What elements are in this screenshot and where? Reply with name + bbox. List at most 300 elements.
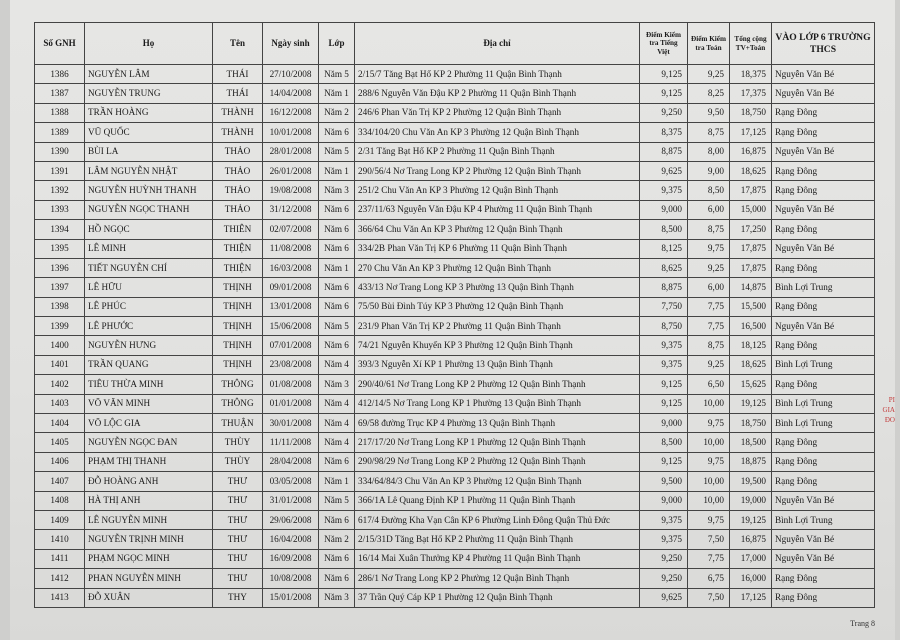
cell-lop: Năm 2	[319, 103, 355, 122]
cell-truong: Nguyễn Văn Bé	[772, 142, 875, 161]
header-lop: Lớp	[319, 23, 355, 65]
cell-dia-chi: 37 Trần Quý Cáp KP 1 Phường 12 Quận Bình Thạnh	[355, 588, 640, 607]
cell-ten: THIỆN	[213, 258, 263, 277]
cell-tong-cong: 16,000	[730, 569, 772, 588]
cell-diem-toan: 8,25	[688, 84, 730, 103]
cell-ho: LÂM NGUYỄN NHẬT	[85, 161, 213, 180]
cell-tong-cong: 18,375	[730, 65, 772, 84]
cell-dia-chi: 270 Chu Văn An KP 3 Phường 12 Quận Bình Thạnh	[355, 258, 640, 277]
cell-tong-cong: 19,125	[730, 510, 772, 529]
cell-diem-tv: 9,375	[640, 510, 688, 529]
cell-diem-tv: 9,500	[640, 472, 688, 491]
cell-diem-toan: 8,75	[688, 123, 730, 142]
cell-truong: Rạng Đông	[772, 569, 875, 588]
cell-tong-cong: 16,500	[730, 317, 772, 336]
cell-truong: Rạng Đông	[772, 258, 875, 277]
cell-ten: THƯ	[213, 569, 263, 588]
cell-so-gnh: 1399	[35, 317, 85, 336]
cell-ten: THIỆN	[213, 239, 263, 258]
cell-diem-tv: 9,000	[640, 200, 688, 219]
cell-ngay-sinh: 01/01/2008	[263, 394, 319, 413]
cell-lop: Năm 5	[319, 491, 355, 510]
cell-ten: THÁI	[213, 84, 263, 103]
cell-truong: Nguyễn Văn Bé	[772, 239, 875, 258]
cell-so-gnh: 1387	[35, 84, 85, 103]
cell-ho: LÊ PHƯỚC	[85, 317, 213, 336]
cell-ngay-sinh: 02/07/2008	[263, 220, 319, 239]
table-row	[35, 414, 875, 433]
cell-ngay-sinh: 03/05/2008	[263, 472, 319, 491]
cell-so-gnh: 1392	[35, 181, 85, 200]
cell-ho: VÕ VĂN MINH	[85, 394, 213, 413]
cell-diem-tv: 8,125	[640, 239, 688, 258]
header-diem-tv: Điểm Kiểm tra Tiếng Việt	[640, 23, 688, 65]
cell-dia-chi: 290/40/61 Nơ Trang Long KP 2 Phường 12 Quận Bình Thạnh	[355, 375, 640, 394]
cell-diem-toan: 9,75	[688, 239, 730, 258]
cell-dia-chi: 412/14/5 Nơ Trang Long KP 1 Phường 13 Quận Bình Thạnh	[355, 394, 640, 413]
cell-ho: LÊ PHÚC	[85, 297, 213, 316]
cell-tong-cong: 15,625	[730, 375, 772, 394]
cell-diem-toan: 10,00	[688, 491, 730, 510]
cell-ngay-sinh: 28/01/2008	[263, 142, 319, 161]
cell-lop: Năm 5	[319, 317, 355, 336]
cell-tong-cong: 19,125	[730, 394, 772, 413]
table-row	[35, 394, 875, 413]
cell-tong-cong: 18,625	[730, 355, 772, 374]
cell-ho: HỒ NGỌC	[85, 220, 213, 239]
cell-tong-cong: 18,750	[730, 414, 772, 433]
cell-diem-toan: 7,75	[688, 317, 730, 336]
cell-so-gnh: 1386	[35, 65, 85, 84]
cell-ten: THUẬN	[213, 414, 263, 433]
cell-so-gnh: 1404	[35, 414, 85, 433]
cell-ngay-sinh: 11/08/2008	[263, 239, 319, 258]
cell-ngay-sinh: 27/10/2008	[263, 65, 319, 84]
cell-truong: Bình Lợi Trung	[772, 510, 875, 529]
cell-ngay-sinh: 14/04/2008	[263, 84, 319, 103]
cell-tong-cong: 18,500	[730, 433, 772, 452]
cell-ngay-sinh: 10/01/2008	[263, 123, 319, 142]
cell-truong: Nguyễn Văn Bé	[772, 200, 875, 219]
cell-diem-toan: 7,50	[688, 530, 730, 549]
cell-diem-toan: 7,75	[688, 549, 730, 568]
cell-diem-tv: 8,500	[640, 220, 688, 239]
cell-ho: TRẦN HOÀNG	[85, 103, 213, 122]
table-row	[35, 510, 875, 529]
cell-tong-cong: 19,500	[730, 472, 772, 491]
cell-ngay-sinh: 07/01/2008	[263, 336, 319, 355]
header-ngay-sinh: Ngày sinh	[263, 23, 319, 65]
cell-ngay-sinh: 16/09/2008	[263, 549, 319, 568]
cell-ho: NGUYỄN NGỌC ĐAN	[85, 433, 213, 452]
table-row	[35, 355, 875, 374]
table-row	[35, 588, 875, 607]
cell-diem-toan: 7,50	[688, 588, 730, 607]
table-row	[35, 123, 875, 142]
cell-dia-chi: 617/4 Đường Kha Vạn Cân KP 6 Phường Linh Đông Quận Thủ Đức	[355, 510, 640, 529]
cell-ten: THÙY	[213, 452, 263, 471]
cell-ten: THƯ	[213, 530, 263, 549]
cell-diem-toan: 6,00	[688, 278, 730, 297]
cell-diem-tv: 9,125	[640, 394, 688, 413]
cell-ho: NGUYỄN LÂM	[85, 65, 213, 84]
cell-dia-chi: 251/2 Chu Văn An KP 3 Phường 12 Quận Bình Thạnh	[355, 181, 640, 200]
table-row	[35, 103, 875, 122]
cell-ngay-sinh: 23/08/2008	[263, 355, 319, 374]
cell-ten: THÔNG	[213, 394, 263, 413]
header-vao-lop: VÀO LỚP 6 TRƯỜNG THCS	[772, 23, 875, 65]
cell-tong-cong: 18,125	[730, 336, 772, 355]
cell-so-gnh: 1388	[35, 103, 85, 122]
cell-so-gnh: 1405	[35, 433, 85, 452]
cell-so-gnh: 1400	[35, 336, 85, 355]
cell-so-gnh: 1389	[35, 123, 85, 142]
cell-ngay-sinh: 19/08/2008	[263, 181, 319, 200]
cell-diem-tv: 9,250	[640, 569, 688, 588]
cell-diem-tv: 9,375	[640, 336, 688, 355]
table-row	[35, 258, 875, 277]
header-dia-chi: Địa chỉ	[355, 23, 640, 65]
cell-ten: THỊNH	[213, 278, 263, 297]
cell-lop: Năm 5	[319, 142, 355, 161]
cell-diem-toan: 9,75	[688, 452, 730, 471]
table-row	[35, 569, 875, 588]
header-so-gnh: Số GNH	[35, 23, 85, 65]
cell-ten: THY	[213, 588, 263, 607]
cell-tong-cong: 15,500	[730, 297, 772, 316]
cell-ho: PHẠM NGỌC MINH	[85, 549, 213, 568]
cell-ngay-sinh: 16/03/2008	[263, 258, 319, 277]
cell-diem-toan: 9,25	[688, 65, 730, 84]
cell-so-gnh: 1401	[35, 355, 85, 374]
cell-ngay-sinh: 31/01/2008	[263, 491, 319, 510]
cell-lop: Năm 3	[319, 588, 355, 607]
cell-ho: LÊ MINH	[85, 239, 213, 258]
red-stamp-fragment: PI GIA ĐO	[882, 396, 895, 424]
cell-lop: Năm 6	[319, 239, 355, 258]
cell-so-gnh: 1398	[35, 297, 85, 316]
cell-ngay-sinh: 15/01/2008	[263, 588, 319, 607]
cell-dia-chi: 393/3 Nguyễn Xí KP 1 Phường 13 Quận Bình Thạnh	[355, 355, 640, 374]
cell-truong: Rạng Đông	[772, 375, 875, 394]
cell-ten: THẢO	[213, 200, 263, 219]
cell-tong-cong: 19,000	[730, 491, 772, 510]
table-header	[35, 23, 875, 65]
table-row	[35, 549, 875, 568]
cell-tong-cong: 17,875	[730, 239, 772, 258]
cell-truong: Nguyễn Văn Bé	[772, 317, 875, 336]
cell-ten: THÀNH	[213, 103, 263, 122]
table-row	[35, 200, 875, 219]
cell-ten: THẢO	[213, 161, 263, 180]
cell-tong-cong: 17,375	[730, 84, 772, 103]
table-row	[35, 472, 875, 491]
cell-ho: NGUYỄN TRỊNH MINH	[85, 530, 213, 549]
table-row	[35, 65, 875, 84]
cell-so-gnh: 1395	[35, 239, 85, 258]
cell-diem-tv: 9,250	[640, 103, 688, 122]
cell-ten: THIÊN	[213, 220, 263, 239]
cell-ho: NGUYỄN HƯNG	[85, 336, 213, 355]
cell-tong-cong: 16,875	[730, 142, 772, 161]
cell-lop: Năm 4	[319, 394, 355, 413]
cell-truong: Nguyễn Văn Bé	[772, 84, 875, 103]
cell-diem-tv: 9,000	[640, 414, 688, 433]
cell-truong: Nguyễn Văn Bé	[772, 549, 875, 568]
cell-diem-tv: 9,250	[640, 549, 688, 568]
cell-dia-chi: 217/17/20 Nơ Trang Long KP 1 Phường 12 Quận Bình Thạnh	[355, 433, 640, 452]
cell-diem-tv: 8,500	[640, 433, 688, 452]
document-page	[10, 0, 895, 640]
cell-lop: Năm 6	[319, 336, 355, 355]
cell-ngay-sinh: 15/06/2008	[263, 317, 319, 336]
header-ho: Họ	[85, 23, 213, 65]
cell-ho: ĐỖ HOÀNG ANH	[85, 472, 213, 491]
cell-diem-tv: 9,625	[640, 161, 688, 180]
cell-tong-cong: 18,750	[730, 103, 772, 122]
cell-dia-chi: 290/98/29 Nơ Trang Long KP 2 Phường 12 Quận Bình Thạnh	[355, 452, 640, 471]
cell-ngay-sinh: 28/04/2008	[263, 452, 319, 471]
header-ten: Tên	[213, 23, 263, 65]
cell-diem-tv: 9,625	[640, 588, 688, 607]
cell-so-gnh: 1394	[35, 220, 85, 239]
cell-diem-toan: 8,00	[688, 142, 730, 161]
header-tong-cong: Tổng cộng TV+Toán	[730, 23, 772, 65]
cell-ten: THÙY	[213, 433, 263, 452]
cell-lop: Năm 6	[319, 569, 355, 588]
cell-diem-tv: 9,125	[640, 375, 688, 394]
cell-truong: Rạng Đông	[772, 336, 875, 355]
cell-ho: VÕ LỘC GIA	[85, 414, 213, 433]
cell-diem-tv: 9,375	[640, 530, 688, 549]
cell-ho: NGUYỄN TRUNG	[85, 84, 213, 103]
cell-tong-cong: 15,000	[730, 200, 772, 219]
cell-ngay-sinh: 13/01/2008	[263, 297, 319, 316]
cell-ten: THƯ	[213, 472, 263, 491]
cell-truong: Rạng Đông	[772, 161, 875, 180]
cell-truong: Rạng Đông	[772, 123, 875, 142]
cell-diem-tv: 7,750	[640, 297, 688, 316]
cell-dia-chi: 75/50 Bùi Đình Túy KP 3 Phường 12 Quận Bình Thạnh	[355, 297, 640, 316]
cell-truong: Rạng Đông	[772, 472, 875, 491]
cell-diem-tv: 8,750	[640, 317, 688, 336]
cell-tong-cong: 17,125	[730, 588, 772, 607]
cell-ten: THỊNH	[213, 355, 263, 374]
table-row	[35, 181, 875, 200]
page-number: Trang 8	[850, 619, 875, 628]
table-body	[35, 65, 875, 608]
cell-ngay-sinh: 01/08/2008	[263, 375, 319, 394]
cell-ngay-sinh: 30/01/2008	[263, 414, 319, 433]
cell-lop: Năm 3	[319, 375, 355, 394]
table-row	[35, 375, 875, 394]
cell-dia-chi: 2/15/31D Tăng Bạt Hổ KP 2 Phường 11 Quận Bình Thạnh	[355, 530, 640, 549]
cell-truong: Bình Lợi Trung	[772, 355, 875, 374]
table-row	[35, 220, 875, 239]
cell-tong-cong: 18,875	[730, 452, 772, 471]
table-row	[35, 142, 875, 161]
cell-diem-toan: 10,00	[688, 472, 730, 491]
cell-dia-chi: 433/13 Nơ Trang Long KP 3 Phường 13 Quận Bình Thạnh	[355, 278, 640, 297]
cell-ngay-sinh: 31/12/2008	[263, 200, 319, 219]
cell-ho: VŨ QUỐC	[85, 123, 213, 142]
cell-dia-chi: 246/6 Phan Văn Trị KP 2 Phường 12 Quận Bình Thạnh	[355, 103, 640, 122]
cell-lop: Năm 6	[319, 452, 355, 471]
cell-dia-chi: 366/64 Chu Văn An KP 3 Phường 12 Quận Bình Thạnh	[355, 220, 640, 239]
cell-truong: Rạng Đông	[772, 103, 875, 122]
cell-ten: THỊNH	[213, 297, 263, 316]
table-row	[35, 84, 875, 103]
table-row	[35, 297, 875, 316]
cell-dia-chi: 288/6 Nguyễn Văn Đậu KP 2 Phường 11 Quận Bình Thạnh	[355, 84, 640, 103]
cell-ngay-sinh: 26/01/2008	[263, 161, 319, 180]
cell-so-gnh: 1406	[35, 452, 85, 471]
cell-ho: LÊ HỮU	[85, 278, 213, 297]
cell-truong: Rạng Đông	[772, 452, 875, 471]
cell-ten: THÔNG	[213, 375, 263, 394]
cell-diem-toan: 9,25	[688, 355, 730, 374]
cell-lop: Năm 6	[319, 549, 355, 568]
cell-dia-chi: 16/14 Mai Xuân Thưởng KP 4 Phường 11 Quận Bình Thạnh	[355, 549, 640, 568]
table-row	[35, 161, 875, 180]
cell-truong: Nguyễn Văn Bé	[772, 530, 875, 549]
cell-truong: Rạng Đông	[772, 588, 875, 607]
cell-dia-chi: 366/1A Lê Quang Định KP 1 Phường 11 Quận Bình Thạnh	[355, 491, 640, 510]
cell-dia-chi: 74/21 Nguyễn Khuyến KP 3 Phường 12 Quận Bình Thạnh	[355, 336, 640, 355]
cell-truong: Rạng Đông	[772, 297, 875, 316]
cell-lop: Năm 6	[319, 220, 355, 239]
cell-tong-cong: 17,000	[730, 549, 772, 568]
cell-lop: Năm 6	[319, 297, 355, 316]
cell-ho: PHẠM THỊ THANH	[85, 452, 213, 471]
cell-diem-toan: 6,50	[688, 375, 730, 394]
table-row	[35, 336, 875, 355]
cell-diem-toan: 8,75	[688, 220, 730, 239]
cell-diem-tv: 9,375	[640, 355, 688, 374]
cell-lop: Năm 4	[319, 355, 355, 374]
cell-lop: Năm 6	[319, 123, 355, 142]
cell-ten: THỊNH	[213, 336, 263, 355]
cell-ho: TIÊU THỪA MINH	[85, 375, 213, 394]
cell-diem-tv: 9,125	[640, 84, 688, 103]
cell-ten: THẢO	[213, 142, 263, 161]
header-diem-toan: Điểm Kiểm tra Toán	[688, 23, 730, 65]
cell-so-gnh: 1411	[35, 549, 85, 568]
table-row	[35, 452, 875, 471]
cell-so-gnh: 1390	[35, 142, 85, 161]
cell-truong: Rạng Đông	[772, 433, 875, 452]
cell-dia-chi: 334/64/84/3 Chu Văn An KP 3 Phường 12 Quận Bình Thạnh	[355, 472, 640, 491]
cell-dia-chi: 69/58 đường Trục KP 4 Phường 13 Quận Bình Thạnh	[355, 414, 640, 433]
cell-so-gnh: 1391	[35, 161, 85, 180]
cell-dia-chi: 237/11/63 Nguyễn Văn Đậu KP 4 Phường 11 Quận Bình Thạnh	[355, 200, 640, 219]
cell-dia-chi: 334/2B Phan Văn Trị KP 6 Phường 11 Quận Bình Thạnh	[355, 239, 640, 258]
cell-so-gnh: 1409	[35, 510, 85, 529]
cell-truong: Bình Lợi Trung	[772, 278, 875, 297]
cell-ho: TIẾT NGUYỄN CHÍ	[85, 258, 213, 277]
cell-so-gnh: 1396	[35, 258, 85, 277]
cell-dia-chi: 2/31 Tăng Bạt Hổ KP 2 Phường 11 Quận Bình Thạnh	[355, 142, 640, 161]
cell-ngay-sinh: 10/08/2008	[263, 569, 319, 588]
table-row	[35, 239, 875, 258]
cell-ho: NGUYỄN NGỌC THANH	[85, 200, 213, 219]
cell-truong: Rạng Đông	[772, 181, 875, 200]
cell-diem-toan: 9,75	[688, 414, 730, 433]
cell-lop: Năm 6	[319, 200, 355, 219]
table-row	[35, 278, 875, 297]
cell-ho: BÙI LA	[85, 142, 213, 161]
cell-ho: NGUYỄN HUỲNH THANH	[85, 181, 213, 200]
cell-so-gnh: 1397	[35, 278, 85, 297]
cell-ngay-sinh: 29/06/2008	[263, 510, 319, 529]
cell-ten: THẢO	[213, 181, 263, 200]
cell-so-gnh: 1408	[35, 491, 85, 510]
cell-ten: THÀNH	[213, 123, 263, 142]
table-row	[35, 317, 875, 336]
cell-lop: Năm 1	[319, 258, 355, 277]
cell-diem-toan: 7,75	[688, 297, 730, 316]
cell-ho: PHAN NGUYỄN MINH	[85, 569, 213, 588]
cell-diem-toan: 9,25	[688, 258, 730, 277]
table-row	[35, 491, 875, 510]
cell-diem-toan: 6,00	[688, 200, 730, 219]
cell-ho: ĐỖ XUÂN	[85, 588, 213, 607]
cell-dia-chi: 2/15/7 Tăng Bạt Hổ KP 2 Phường 11 Quận Bình Thạnh	[355, 65, 640, 84]
cell-so-gnh: 1402	[35, 375, 85, 394]
cell-lop: Năm 4	[319, 433, 355, 452]
cell-diem-toan: 9,50	[688, 103, 730, 122]
cell-diem-toan: 9,00	[688, 161, 730, 180]
table-row	[35, 530, 875, 549]
cell-lop: Năm 1	[319, 84, 355, 103]
cell-ten: THÁI	[213, 65, 263, 84]
cell-diem-tv: 8,875	[640, 278, 688, 297]
cell-dia-chi: 290/56/4 Nơ Trang Long KP 2 Phường 12 Quận Bình Thạnh	[355, 161, 640, 180]
cell-diem-tv: 9,125	[640, 452, 688, 471]
cell-lop: Năm 4	[319, 414, 355, 433]
cell-so-gnh: 1407	[35, 472, 85, 491]
cell-ten: THƯ	[213, 510, 263, 529]
cell-ho: HÀ THỊ ANH	[85, 491, 213, 510]
cell-diem-toan: 6,75	[688, 569, 730, 588]
cell-tong-cong: 17,875	[730, 181, 772, 200]
cell-diem-tv: 8,875	[640, 142, 688, 161]
cell-truong: Nguyễn Văn Bé	[772, 65, 875, 84]
cell-lop: Năm 6	[319, 510, 355, 529]
cell-lop: Năm 1	[319, 161, 355, 180]
cell-diem-tv: 9,125	[640, 65, 688, 84]
cell-lop: Năm 5	[319, 65, 355, 84]
table-row	[35, 433, 875, 452]
cell-ten: THỊNH	[213, 317, 263, 336]
cell-so-gnh: 1413	[35, 588, 85, 607]
cell-so-gnh: 1410	[35, 530, 85, 549]
cell-ten: THƯ	[213, 491, 263, 510]
cell-ngay-sinh: 16/04/2008	[263, 530, 319, 549]
cell-ho: TRẦN QUANG	[85, 355, 213, 374]
cell-tong-cong: 17,125	[730, 123, 772, 142]
cell-dia-chi: 334/104/20 Chu Văn An KP 3 Phường 12 Quận Bình Thạnh	[355, 123, 640, 142]
cell-diem-tv: 8,375	[640, 123, 688, 142]
cell-diem-toan: 10,00	[688, 394, 730, 413]
cell-truong: Rạng Đông	[772, 220, 875, 239]
cell-diem-tv: 9,000	[640, 491, 688, 510]
cell-tong-cong: 16,875	[730, 530, 772, 549]
cell-lop: Năm 6	[319, 278, 355, 297]
cell-ngay-sinh: 11/11/2008	[263, 433, 319, 452]
cell-ho: LÊ NGUYỄN MINH	[85, 510, 213, 529]
cell-lop: Năm 1	[319, 472, 355, 491]
